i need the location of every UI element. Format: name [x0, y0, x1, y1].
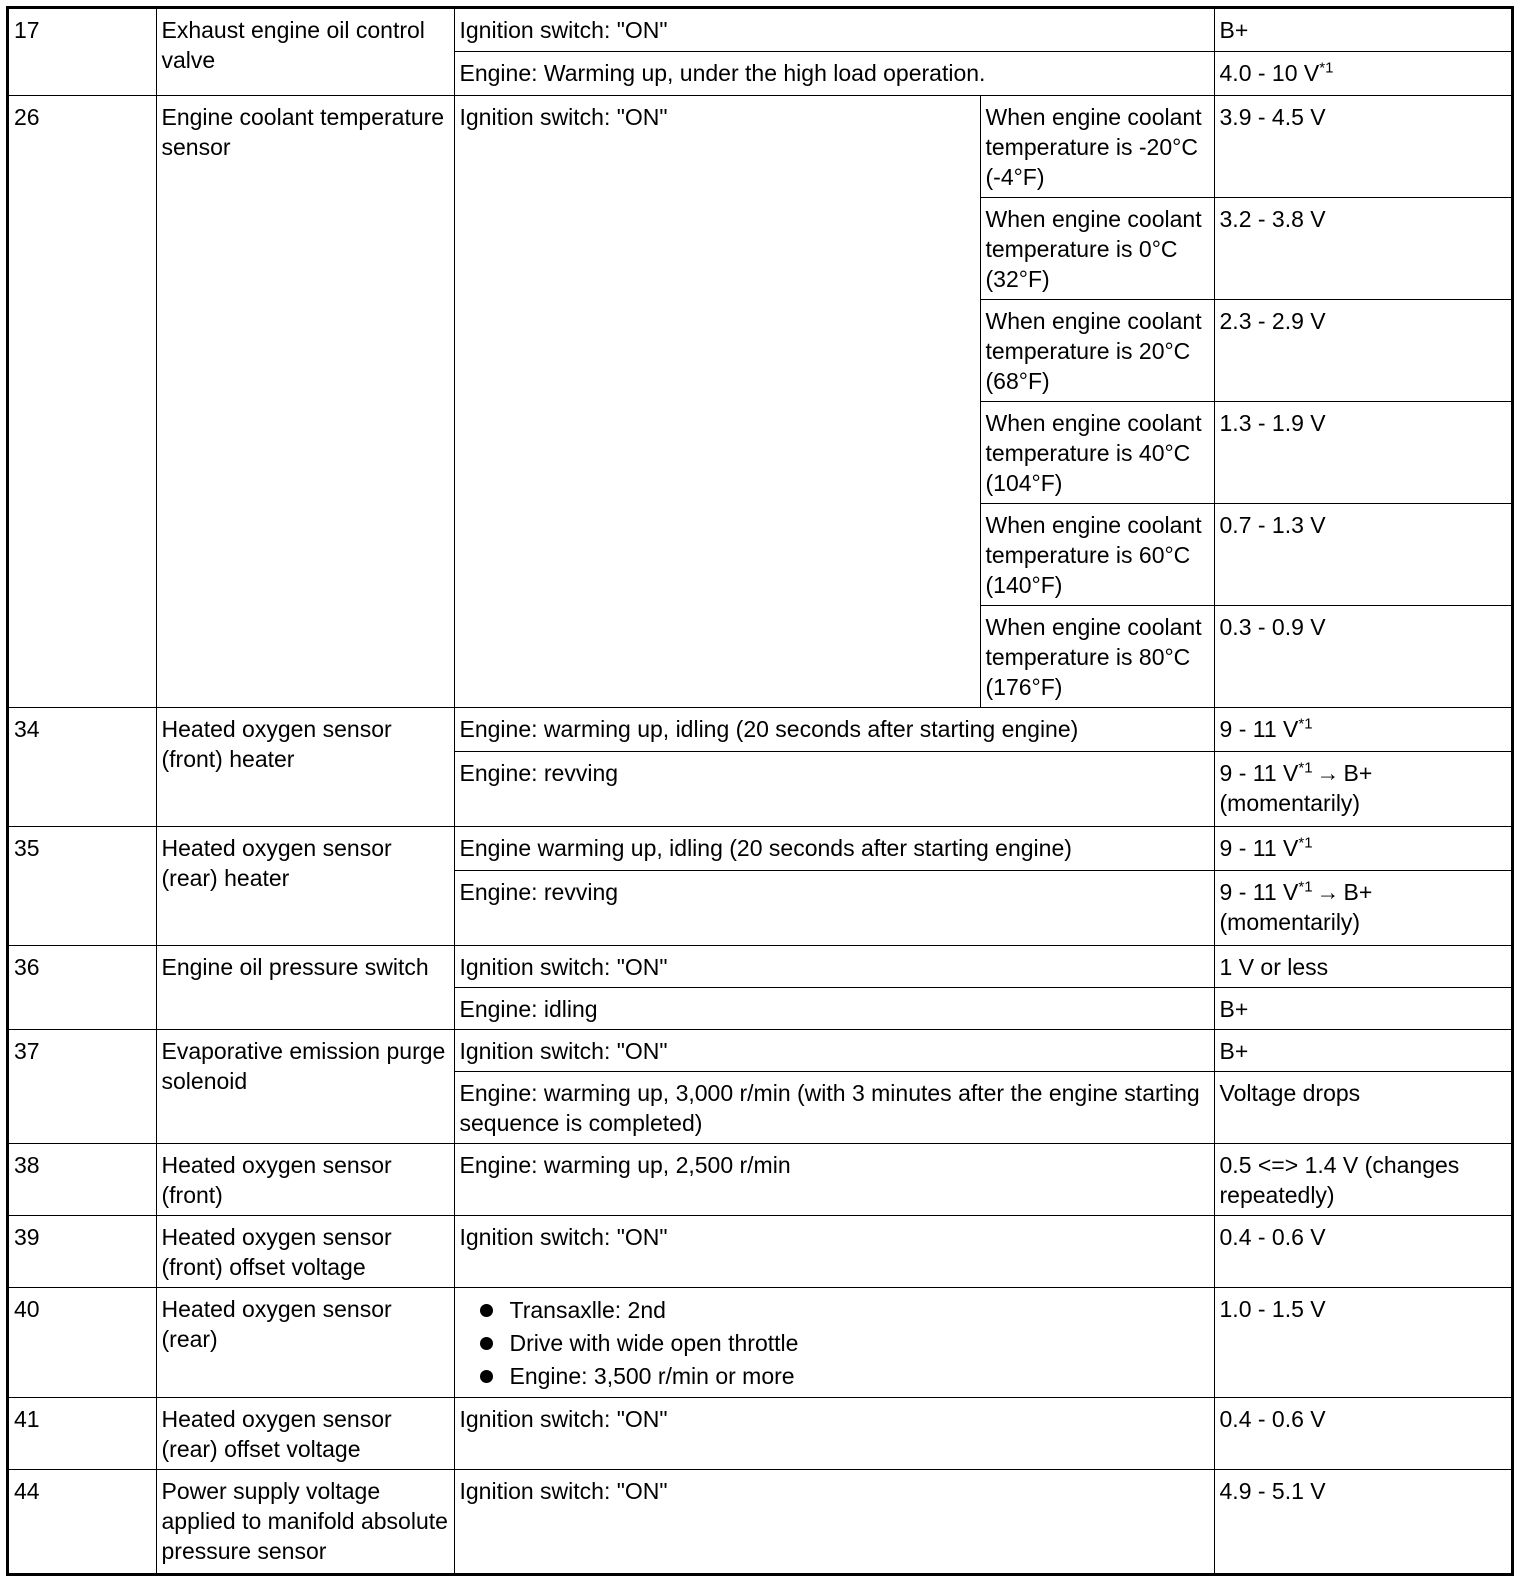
standard-value: B+: [1214, 987, 1511, 1029]
check-item: Heated oxygen sensor (rear): [156, 1287, 454, 1397]
footnote-marker: *1: [1298, 877, 1313, 895]
footnote-marker: *1: [1319, 58, 1334, 76]
value-text: 9 - 11 V: [1219, 715, 1299, 742]
value-text: 9 - 11 V: [1219, 878, 1299, 905]
standard-value: 4.9 - 5.1 V: [1214, 1469, 1511, 1573]
footnote-marker: *1: [1298, 758, 1313, 776]
standard-value: [1214, 751, 1511, 826]
terminal-no: 41: [9, 1397, 156, 1469]
list-item: Engine: 3,500 r/min or more: [480, 1360, 1209, 1393]
condition: Engine: revving: [454, 751, 1214, 826]
value-after-text: B+ (momentarily): [1219, 759, 1373, 816]
standard-value: B+: [1214, 9, 1511, 51]
table-row: [9, 1215, 1511, 1287]
condition: Ignition switch: "ON": [454, 1029, 1214, 1071]
check-item: Exhaust engine oil control valve: [156, 9, 454, 95]
table-row: [9, 9, 1511, 51]
table-row: [9, 1469, 1511, 1573]
condition: Engine: Warming up, under the high load operation.: [454, 51, 1214, 95]
check-item: Heated oxygen sensor (rear) heater: [156, 826, 454, 945]
check-item: Heated oxygen sensor (front) offset voltage: [156, 1215, 454, 1287]
list-item: Drive with wide open throttle: [480, 1327, 1209, 1360]
terminal-no: 17: [9, 9, 156, 95]
check-item: Evaporative emission purge solenoid: [156, 1029, 454, 1143]
table-row: [9, 1287, 1511, 1397]
standard-value: 0.5 <=> 1.4 V (changes repeatedly): [1214, 1143, 1511, 1215]
terminal-no: 40: [9, 1287, 156, 1397]
standard-value: 1 V or less: [1214, 945, 1511, 987]
condition: Ignition switch: "ON": [454, 945, 1214, 987]
footnote-marker: *1: [1298, 833, 1313, 851]
condition: [454, 1287, 1214, 1397]
value-text: 4.0 - 10 V: [1219, 59, 1320, 86]
condition: Ignition switch: "ON": [454, 1215, 1214, 1287]
table-row: [9, 95, 1511, 197]
standard-value: 0.4 - 0.6 V: [1214, 1215, 1511, 1287]
terminal-no: 36: [9, 945, 156, 1029]
standard-value: [1214, 51, 1511, 95]
footnote-marker: *1: [1298, 714, 1313, 732]
terminal-no: 26: [9, 95, 156, 707]
standard-value: B+: [1214, 1029, 1511, 1071]
terminal-no: 38: [9, 1143, 156, 1215]
arrow-right-icon: →: [1316, 759, 1340, 786]
condition-list: [460, 1294, 1209, 1393]
standard-value: 1.0 - 1.5 V: [1214, 1287, 1511, 1397]
standard-value: 3.9 - 4.5 V: [1214, 95, 1511, 197]
terminal-no: 34: [9, 707, 156, 826]
terminal-no: 44: [9, 1469, 156, 1573]
arrow-right-icon: →: [1316, 878, 1340, 905]
standard-value: Voltage drops: [1214, 1071, 1511, 1143]
value-text: 9 - 11 V: [1219, 759, 1299, 786]
standard-value: 1.3 - 1.9 V: [1214, 401, 1511, 503]
table-row: [9, 707, 1511, 751]
condition: Ignition switch: "ON": [454, 9, 1214, 51]
sub-condition: When engine coolant temperature is 20°C (68°F): [980, 299, 1214, 401]
condition: Ignition switch: "ON": [454, 95, 980, 707]
condition: Engine: idling: [454, 987, 1214, 1029]
sub-condition: When engine coolant temperature is 40°C (104°F): [980, 401, 1214, 503]
terminal-no: 37: [9, 1029, 156, 1143]
sub-condition: When engine coolant temperature is 60°C (140°F): [980, 503, 1214, 605]
condition: Engine warming up, idling (20 seconds after starting engine): [454, 826, 1214, 870]
terminal-no: 39: [9, 1215, 156, 1287]
check-item: Power supply voltage applied to manifold absolute pressure sensor: [156, 1469, 454, 1573]
condition: Engine: revving: [454, 870, 1214, 945]
value-after-text: B+ (momentarily): [1219, 878, 1373, 935]
table-row: [9, 1143, 1511, 1215]
standard-value: 0.3 - 0.9 V: [1214, 605, 1511, 707]
standard-value: 3.2 - 3.8 V: [1214, 197, 1511, 299]
standard-value: [1214, 707, 1511, 751]
table-row: [9, 826, 1511, 870]
condition: Ignition switch: "ON": [454, 1397, 1214, 1469]
condition: Engine: warming up, idling (20 seconds after starting engine): [454, 707, 1214, 751]
terminal-no: 35: [9, 826, 156, 945]
check-item: Heated oxygen sensor (rear) offset voltage: [156, 1397, 454, 1469]
sub-condition: When engine coolant temperature is 0°C (32°F): [980, 197, 1214, 299]
check-item: Heated oxygen sensor (front): [156, 1143, 454, 1215]
table-row: [9, 1029, 1511, 1071]
check-item: Heated oxygen sensor (front) heater: [156, 707, 454, 826]
condition: Engine: warming up, 3,000 r/min (with 3 minutes after the engine starting sequence is completed): [454, 1071, 1214, 1143]
check-item: Engine coolant temperature sensor: [156, 95, 454, 707]
sub-condition: When engine coolant temperature is -20°C (-4°F): [980, 95, 1214, 197]
sub-condition: When engine coolant temperature is 80°C (176°F): [980, 605, 1214, 707]
standard-value: 0.7 - 1.3 V: [1214, 503, 1511, 605]
standard-value: 0.4 - 0.6 V: [1214, 1397, 1511, 1469]
table-row: [9, 1397, 1511, 1469]
check-item: Engine oil pressure switch: [156, 945, 454, 1029]
standard-value: 2.3 - 2.9 V: [1214, 299, 1511, 401]
value-text: 9 - 11 V: [1219, 834, 1299, 861]
list-item: Transaxlle: 2nd: [480, 1294, 1209, 1327]
table-row: [9, 945, 1511, 987]
terminal-voltage-table: [6, 6, 1514, 1576]
condition: Ignition switch: "ON": [454, 1469, 1214, 1573]
condition: Engine: warming up, 2,500 r/min: [454, 1143, 1214, 1215]
standard-value: [1214, 870, 1511, 945]
standard-value: [1214, 826, 1511, 870]
